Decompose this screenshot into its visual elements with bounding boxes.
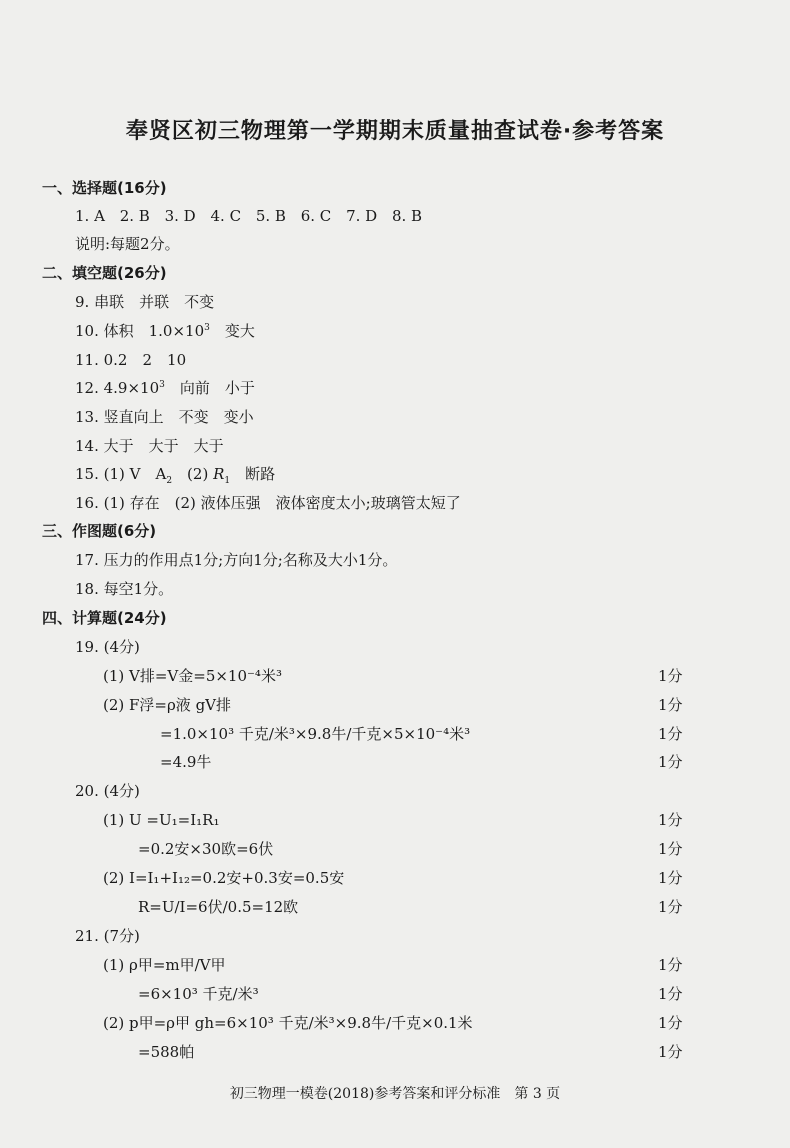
calc-q20-line2: =0.2安×30欧=6伏 — [138, 840, 274, 858]
calc-q19-line1: (1) V排=V金=5×10⁻⁴米³ — [103, 667, 282, 685]
calc-q20-line4: R=U/I=6伏/0.5=12欧 — [138, 898, 299, 916]
choice-answer: 5. B — [255, 207, 286, 225]
calc-q21-line1: (1) ρ甲=m甲/V甲 — [103, 956, 226, 974]
fill-q12: 12. $4.9\times 10^3$ 向前 小于 — [75, 379, 255, 397]
draw-q17: 17. 压力的作用点1分;方向1分;名称及大小1分。 — [75, 551, 398, 569]
calc-q21: 21. (7分) — [75, 927, 140, 945]
score-label: 1分 — [658, 696, 683, 714]
fill-q9: 9. 串联 并联 不变 — [75, 293, 215, 311]
fill-q13: 13. 竖直向上 不变 变小 — [75, 408, 254, 426]
choice-answer: 4. C — [210, 207, 242, 225]
draw-q18: 18. 每空1分。 — [75, 580, 174, 598]
score-label: 1分 — [658, 898, 683, 916]
fill-q16: 16. (1) 存在 (2) 液体压强 液体密度太小;玻璃管太短了 — [75, 494, 461, 512]
choice-answer: 1. A — [75, 207, 105, 225]
choice-answer: 8. B — [391, 207, 423, 225]
calc-q20: 20. (4分) — [75, 782, 140, 800]
score-label: 1分 — [658, 753, 683, 771]
score-label: 1分 — [658, 985, 683, 1003]
choice-answers — [75, 206, 432, 226]
fill-q14: 14. 大于 大于 大于 — [75, 437, 224, 455]
score-label: 1分 — [658, 956, 683, 974]
score-label: 1分 — [658, 667, 683, 685]
page-title: 奉贤区初三物理第一学期期末质量抽查试卷·参考答案 — [125, 119, 665, 144]
section-calc-heading: 四、计算题(24分) — [42, 609, 167, 627]
calc-q19: 19. (4分) — [75, 638, 140, 656]
page-footer: 初三物理一模卷(2018)参考答案和评分标准 第 3 页 — [229, 1086, 561, 1102]
calc-q21-line2: =6×10³ 千克/米³ — [138, 985, 259, 1003]
calc-q20-line1: (1) U =U₁=I₁R₁ — [103, 811, 220, 829]
calc-q19-line3: =1.0×10³ 千克/米³×9.8牛/千克×5×10⁻⁴米³ — [160, 725, 471, 743]
choice-note: 说明:每题2分。 — [75, 235, 180, 253]
choice-answer: 2. B — [119, 207, 150, 225]
score-label: 1分 — [658, 869, 683, 887]
choice-answer: 7. D — [346, 207, 378, 225]
fill-q11: 11. 0.2 2 10 — [75, 351, 187, 369]
section-fill-heading: 二、填空题(26分) — [42, 264, 167, 282]
fill-q15: 15. (1) V $A_2$ (2) $R_1$ 断路 — [75, 465, 276, 486]
calc-q20-line3: (2) I=I₁+I₁₂=0.2安+0.3安=0.5安 — [103, 869, 345, 887]
choice-answer: 3. D — [164, 207, 196, 225]
choice-answer: 6. C — [300, 207, 332, 225]
score-label: 1分 — [658, 725, 683, 743]
calc-q19-line4: =4.9牛 — [160, 753, 212, 771]
calc-q21-line4: =588帕 — [138, 1043, 195, 1061]
score-label: 1分 — [658, 1043, 683, 1061]
calc-q21-line3: (2) p甲=ρ甲 gh=6×10³ 千克/米³×9.8牛/千克×0.1米 — [103, 1014, 473, 1032]
section-draw-heading: 三、作图题(6分) — [42, 522, 157, 540]
score-label: 1分 — [658, 811, 683, 829]
score-label: 1分 — [658, 840, 683, 858]
section-choice-heading: 一、选择题(16分) — [42, 179, 167, 197]
calc-q19-line2: (2) F浮=ρ液 gV排 — [103, 696, 232, 714]
score-label: 1分 — [658, 1014, 683, 1032]
fill-q10: 10. 体积 $1.0\times 10^3$ 变大 — [75, 322, 255, 340]
